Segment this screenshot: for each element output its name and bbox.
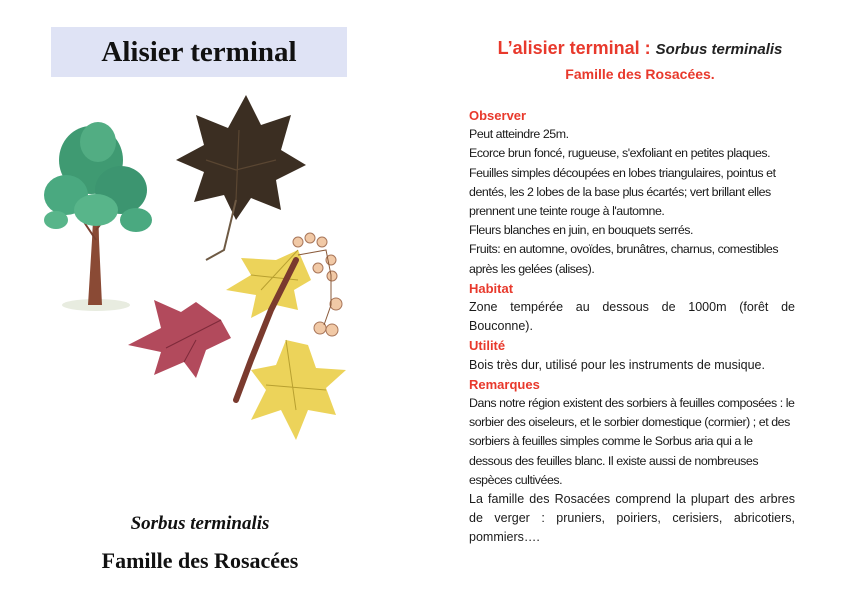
heading-scientific-name: Sorbus terminalis [655, 41, 783, 58]
remarques-text: Dans notre région existent des sorbiers à feuilles composées : le sorbier des oiseleurs, et le sorbier domestique (cormier) ; et des sorbiers à feuilles simples comme le Sorbus aria qui a le dessous des feuilles blanc. Il existe aussi de nombreuses espèces cultivées. [469, 396, 795, 487]
utilite-text: Bois très dur, utilisé pour les instruments de musique. [469, 357, 765, 372]
section-title-utilite: Utilité [469, 338, 506, 354]
heading-common-name: L’alisier terminal : [497, 38, 656, 58]
page-title: Alisier terminal [101, 35, 297, 68]
observer-line: Fruits: en automne, ovoïdes, brunâtres, charnus, comestibles après les gelées (alises). [469, 242, 779, 276]
title-banner [51, 27, 347, 77]
scientific-name: Sorbus terminalis [130, 513, 270, 534]
section-title-habitat: Habitat [469, 280, 514, 296]
observer-line: Peut atteindre 25m. [469, 127, 569, 142]
remarques-text-2: La famille des Rosacées comprend la plupart des arbres de verger : pruniers, poiriers, cerisiers, abricotiers, pommiers…. [469, 492, 795, 545]
dark-leaf-drawing [176, 95, 306, 260]
red-leaf-drawing [128, 300, 231, 378]
family-name: Famille des Rosacées [101, 548, 299, 573]
heading-family: Famille des Rosacées. [565, 66, 715, 82]
observer-line: Ecorce brun foncé, rugueuse, s'exfoliant en petites plaques. [469, 146, 771, 161]
description-body [469, 106, 795, 548]
observer-line: Feuilles simples découpées en lobes triangulaires, pointus et dentés, les 2 lobes de la base plus écartés; vert brillant elles prennent une teinte rouge à l'automne. [469, 165, 776, 219]
botanical-illustration [36, 90, 356, 460]
habitat-text: Zone tempérée au dessous de 1000m (forêt de Bouconne). [469, 300, 795, 334]
observer-line: Fleurs blanches en juin, en bouquets serrés. [469, 223, 694, 238]
right-heading [440, 38, 840, 59]
yellow-leaf-bottom-drawing [251, 340, 346, 440]
section-title-observer: Observer [469, 108, 527, 123]
section-title-remarques: Remarques [469, 376, 540, 392]
tree-drawing [44, 122, 152, 311]
